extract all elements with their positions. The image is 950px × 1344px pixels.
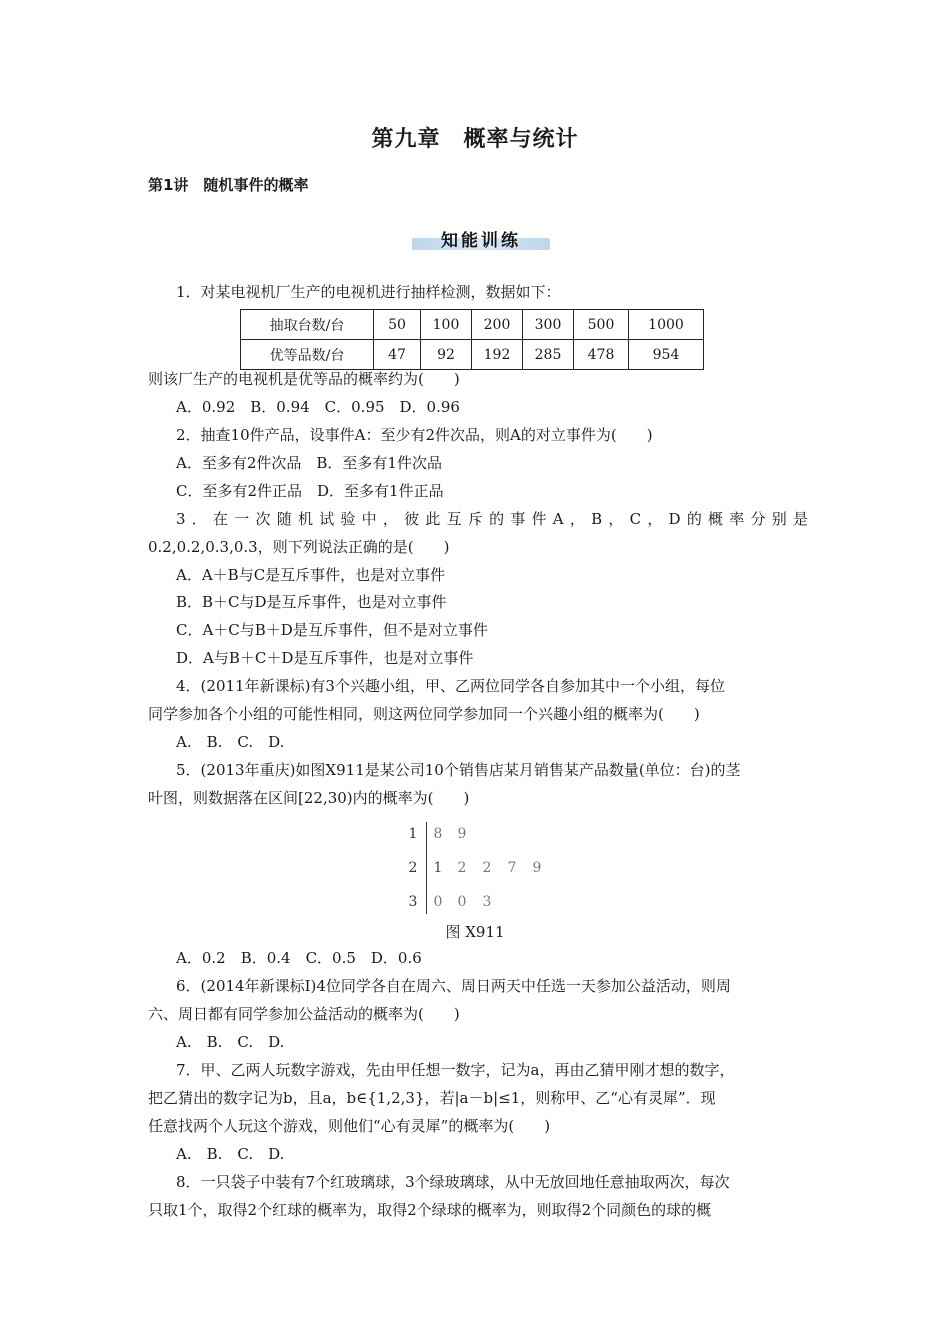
q3-option-b: B．B＋C与D是互斥事件，也是对立事件 xyxy=(176,593,447,611)
leaf-value: 1 xyxy=(433,860,443,876)
q2-stem: 2．抽查10件产品，设事件A：至少有2件次品，则A的对立事件为( ) xyxy=(176,426,653,444)
leaf-value: 2 xyxy=(482,860,492,876)
stem-value: 2 xyxy=(408,860,418,876)
table-cell: 优等品数/台 xyxy=(241,340,374,370)
q8-stem-line1: 8．一只袋子中装有7个红玻璃球，3个绿玻璃球，从中无放回地任意抽取两次，每次 xyxy=(176,1173,730,1191)
q1-data-table xyxy=(240,309,704,370)
leaf-value: 9 xyxy=(457,826,467,842)
table-row xyxy=(241,310,704,340)
chapter-title: 第九章 概率与统计 xyxy=(371,127,579,152)
q7-options: A. B. C. D. xyxy=(176,1145,285,1163)
table-cell: 478 xyxy=(574,340,629,370)
leaf-value: 2 xyxy=(457,860,467,876)
q1-question: 则该厂生产的电视机是优等品的概率约为( ) xyxy=(148,370,460,388)
q2-options-2: C．至多有2件正品 D．至多有1件正品 xyxy=(176,482,444,500)
q3-option-a: A．A＋B与C是互斥事件，也是对立事件 xyxy=(176,566,446,584)
q3-stem-line2: 0.2,0.2,0.3,0.3，则下列说法正确的是( ) xyxy=(148,538,450,556)
table-cell: 100 xyxy=(421,310,472,340)
leaf-value: 0 xyxy=(457,894,467,910)
q3-stem-line1: 3．在一次随机试验中，彼此互斥的事件A，B，C，D的概率分别是 xyxy=(176,510,808,528)
q8-stem-line2: 只取1个，取得2个红球的概率为，取得2个绿球的概率为，则取得2个同颜色的球的概 xyxy=(148,1201,712,1219)
table-row xyxy=(241,340,704,370)
figure-caption: 图 X911 xyxy=(445,923,505,941)
stem-value: 3 xyxy=(408,894,418,910)
table-cell: 47 xyxy=(374,340,421,370)
q4-stem-line1: 4．(2011年新课标)有3个兴趣小组，甲、乙两位同学各自参加其中一个小组，每位 xyxy=(176,677,725,695)
q7-stem-line3: 任意找两个人玩这个游戏，则他们“心有灵犀”的概率为( ) xyxy=(148,1117,551,1135)
q3-option-c: C．A＋C与B＋D是互斥事件，但不是对立事件 xyxy=(176,621,488,639)
lesson-title: 第1讲 随机事件的概率 xyxy=(148,176,309,194)
q1-stem: 1．对某电视机厂生产的电视机进行抽样检测，数据如下： xyxy=(176,283,561,301)
leaf-value: 7 xyxy=(507,860,517,876)
q7-stem-line1: 7．甲、乙两人玩数字游戏，先由甲任想一数字，记为a，再由乙猜甲刚才想的数字， xyxy=(176,1061,735,1079)
leaf-value: 8 xyxy=(433,826,443,842)
table-cell: 50 xyxy=(374,310,421,340)
table-cell: 285 xyxy=(523,340,574,370)
banner-label: 知能训练 xyxy=(441,231,521,251)
q5-stem-line1: 5．(2013年重庆)如图X911是某公司10个销售店某月销售某产品数量(单位：台)的茎 xyxy=(176,761,741,779)
table-cell: 954 xyxy=(629,340,704,370)
q2-options-1: A．至多有2件次品 B．至多有1件次品 xyxy=(176,454,442,472)
q4-options: A. B. C. D. xyxy=(176,733,285,751)
q5-options: A．0.2 B．0.4 C．0.5 D．0.6 xyxy=(176,949,422,967)
q5-stem-line2: 叶图，则数据落在区间[22,30)内的概率为( ) xyxy=(148,789,470,807)
q1-options: A．0.92 B．0.94 C．0.95 D．0.96 xyxy=(176,398,460,416)
q7-stem-line2: 把乙猜出的数字记为b，且a，b∈{1,2,3}，若|a－b|≤1，则称甲、乙“心有灵犀”．现 xyxy=(148,1089,716,1107)
q6-options: A. B. C. D. xyxy=(176,1033,285,1051)
leaf-value: 9 xyxy=(532,860,542,876)
table-cell: 192 xyxy=(472,340,523,370)
table-cell: 抽取台数/台 xyxy=(241,310,374,340)
table-cell: 200 xyxy=(472,310,523,340)
stem-value: 1 xyxy=(408,826,418,842)
section-banner xyxy=(412,226,550,250)
leaf-value: 0 xyxy=(433,894,443,910)
q4-stem-line2: 同学参加各个小组的可能性相同，则这两位同学参加同一个兴趣小组的概率为( ) xyxy=(148,705,700,723)
stem-divider xyxy=(426,822,427,914)
q6-stem-line2: 六、周日都有同学参加公益活动的概率为( ) xyxy=(148,1005,460,1023)
stem-and-leaf-plot xyxy=(400,822,560,914)
table-cell: 300 xyxy=(523,310,574,340)
table-cell: 92 xyxy=(421,340,472,370)
q3-option-d: D．A与B＋C＋D是互斥事件，也是对立事件 xyxy=(176,649,474,667)
table-cell: 1000 xyxy=(629,310,704,340)
table-cell: 500 xyxy=(574,310,629,340)
leaf-value: 3 xyxy=(482,894,492,910)
q6-stem-line1: 6．(2014年新课标Ⅰ)4位同学各自在周六、周日两天中任选一天参加公益活动，则周 xyxy=(176,977,731,995)
